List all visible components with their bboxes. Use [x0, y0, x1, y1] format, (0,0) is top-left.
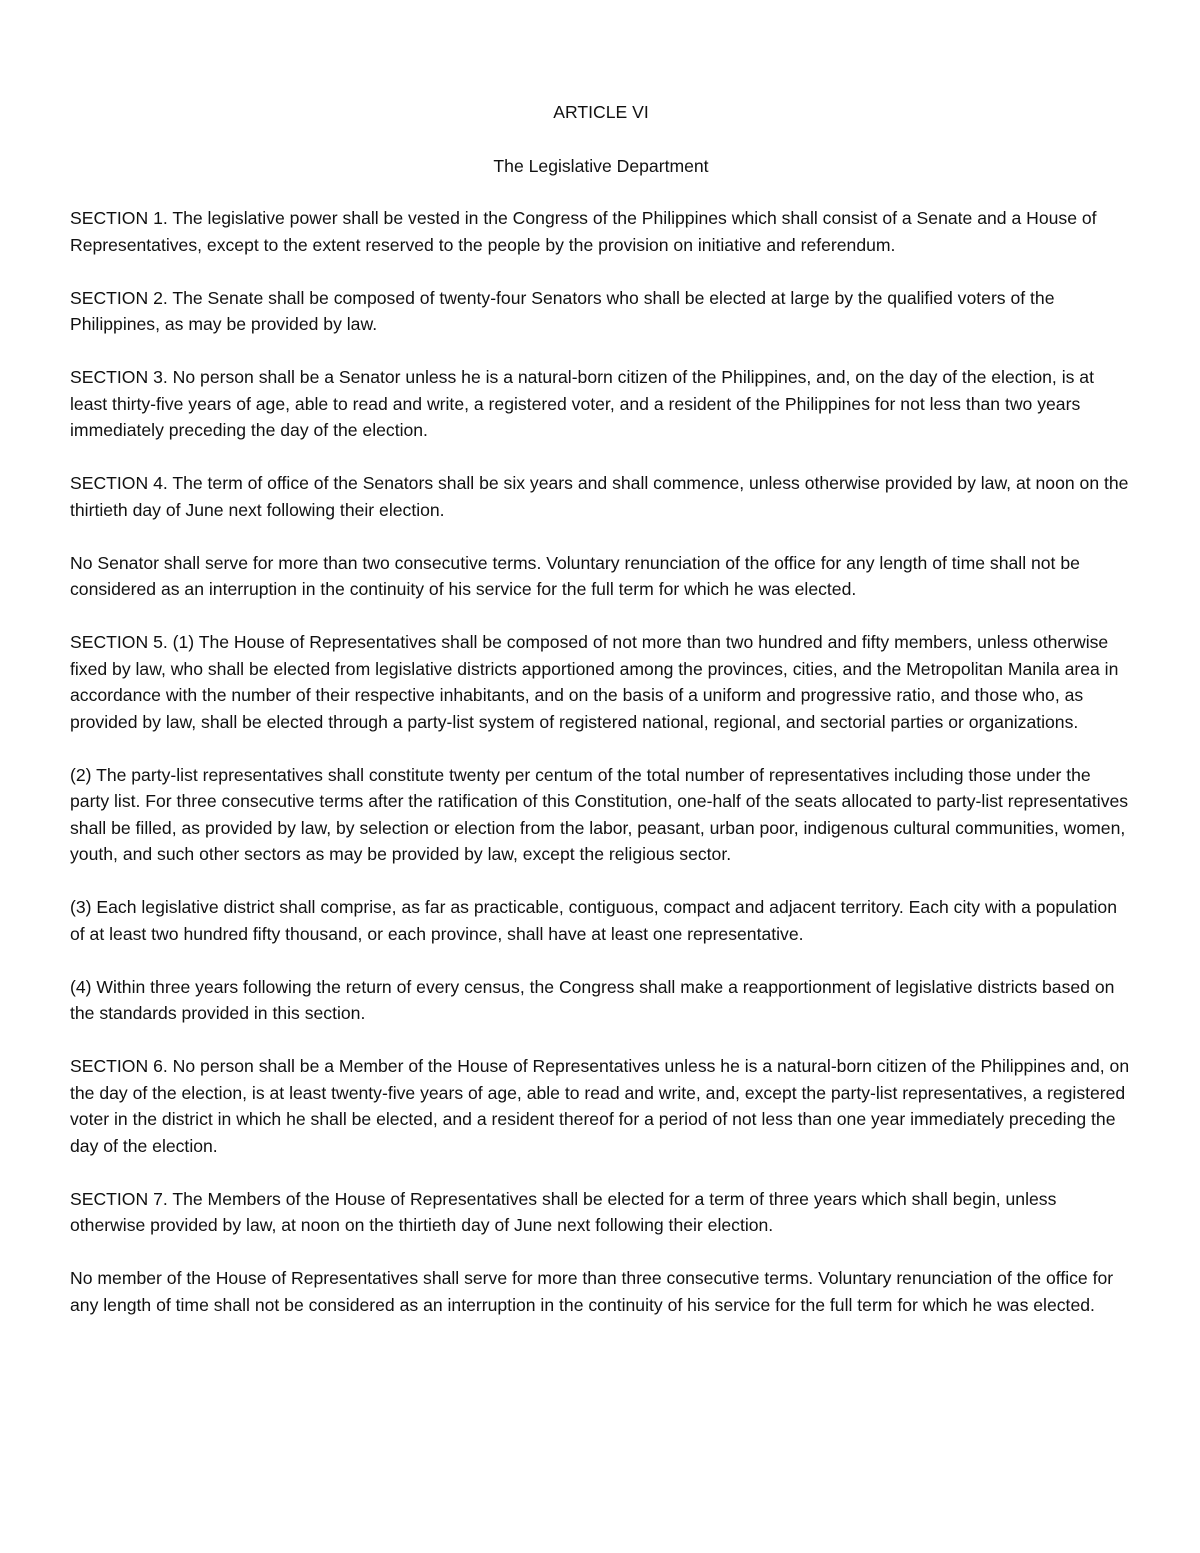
article-heading: ARTICLE VI — [553, 102, 649, 122]
section-5-3-paragraph: (3) Each legislative district shall comprise, as far as practicable, contiguous, compact and adjacent territory. Each city with a population of at least two hundred fifty thousand, or each province, shall have at least one representative. — [70, 897, 1117, 944]
section-2-paragraph: SECTION 2. The Senate shall be composed of twenty-four Senators who shall be elected at large by the qualified voters of the Philippines, as may be provided by law. — [70, 287, 1055, 334]
section-5-1-paragraph: SECTION 5. (1) The House of Representatives shall be composed of not more than two hundred and fifty members, unless otherwise fixed by law, who shall be elected from legislative districts apportioned among the provinces, cities, and the Metropolitan Manila area in accordance with the number of their respective inhabitants, and on the basis of a uniform and progressive ratio, and those who, as provided by law, shall be elected through a party-list system of registered national, regional, and sectorial parties or organizations. — [70, 632, 1119, 732]
article-subtitle: The Legislative Department — [493, 155, 709, 176]
document-page — [70, 99, 1132, 1345]
section-3-paragraph: SECTION 3. No person shall be a Senator unless he is a natural-born citizen of the Philippines, and, on the day of the election, is at least thirty-five years of age, able to read and write, a registered voter, and a resident of the Philippines for not less than two years immediately preceding the day of the election. — [70, 367, 1094, 440]
section-7-paragraph: SECTION 7. The Members of the House of Representatives shall be elected for a term of three years which shall begin, unless otherwise provided by law, at noon on the thirtieth day of June next following their election. — [70, 1188, 1057, 1235]
section-5-2-paragraph: (2) The party-list representatives shall constitute twenty per centum of the total number of representatives including those under the party list. For three consecutive terms after the ratification of this Constitution, one-half of the seats allocated to party-list representatives shall be filled, as provided by law, by selection or election from the labor, peasant, urban poor, indigenous cultural communities, women, youth, and such other sectors as may be provided by law, except the religious sector. — [70, 764, 1129, 864]
section-7-term-limit-paragraph: No member of the House of Representatives shall serve for more than three consecutive terms. Voluntary renunciation of the office for any length of time shall not be considered as an interruption in the continuity of his service for the full term for which he was elected. — [70, 1268, 1114, 1315]
section-1-paragraph: SECTION 1. The legislative power shall be vested in the Congress of the Philippines which shall consist of a Senate and a House of Representatives, except to the extent reserved to the people by the provision on initiative and referendum. — [70, 208, 1097, 255]
section-6-paragraph: SECTION 6. No person shall be a Member of the House of Representatives unless he is a natural-born citizen of the Philippines and, on the day of the election, is at least twenty-five years of age, able to read and write, and, except the party-list representatives, a registered voter in the district in which he shall be elected, and a resident thereof for a period of not less than one year immediately preceding the day of the election. — [70, 1056, 1130, 1156]
section-4-term-limit-paragraph: No Senator shall serve for more than two consecutive terms. Voluntary renunciation of the office for any length of time shall not be considered as an interruption in the continuity of his service for the full term for which he was elected. — [70, 552, 1080, 599]
section-4-paragraph: SECTION 4. The term of office of the Senators shall be six years and shall commence, unless otherwise provided by law, at noon on the thirtieth day of June next following their election. — [70, 473, 1129, 520]
section-5-4-paragraph: (4) Within three years following the return of every census, the Congress shall make a reapportionment of legislative districts based on the standards provided in this section. — [70, 976, 1115, 1023]
